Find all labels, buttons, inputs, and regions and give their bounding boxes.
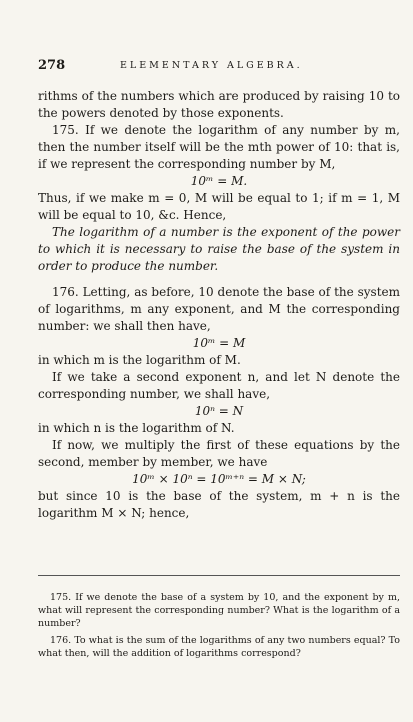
equation-2: 10ᵐ = M	[192, 336, 246, 350]
running-title: ELEMENTARY ALGEBRA.	[120, 60, 303, 71]
equation-4: 10ᵐ × 10ⁿ = 10ᵐ⁺ⁿ = M × N;	[132, 472, 306, 486]
paragraph-thus: Thus, if we make m = 0, M will be equal to 1; if m = 1, M will be equal to 10, &c. Hence,	[38, 191, 400, 222]
theorem-logarithm: The logarithm of a number is the exponent of the power to which it is necessary to raise the base of the system in order to produce the number.	[38, 225, 400, 273]
equation-3: 10ⁿ = N	[194, 404, 244, 418]
equation-1: 10ᵐ = M.	[190, 174, 248, 188]
paragraph-but-since: but since 10 is the base of the system, m + n is the logarithm M × N; hence,	[38, 489, 400, 520]
paragraph-176: 176. Letting, as before, 10 denote the base of the system of logarithms, m any exponent, and M the corresponding number: we shall then have,	[38, 285, 400, 333]
main-text	[38, 88, 400, 522]
footnotes	[38, 591, 400, 664]
paragraph-multiply: If now, we multiply the first of these equations by the second, member by member, we have	[38, 438, 400, 469]
paragraph-175: 175. If we denote the logarithm of any number by m, then the number itself will be the mth power of 10: that is, if we represent the corresponding number by M,	[38, 123, 400, 171]
paragraph-in-which-n: in which n is the logarithm of N.	[38, 421, 235, 435]
page-number: 278	[38, 58, 66, 73]
page-header	[38, 58, 399, 74]
paragraph-second-exponent: If we take a second exponent n, and let N denote the corresponding number, we shall have,	[38, 370, 400, 401]
footnote-divider	[38, 575, 400, 576]
footnote-176: 176. To what is the sum of the logarithms of any two numbers equal? To what then, will the addition of logarithms correspond?	[38, 635, 400, 659]
footnote-175: 175. If we denote the base of a system by 10, and the exponent by m, what will represent the corresponding number? What is the logarithm of a number?	[38, 592, 400, 629]
paragraph-in-which-m: in which m is the logarithm of M.	[38, 353, 241, 367]
paragraph-continuation: rithms of the numbers which are produced by raising 10 to the powers denoted by those exponents.	[38, 89, 400, 120]
